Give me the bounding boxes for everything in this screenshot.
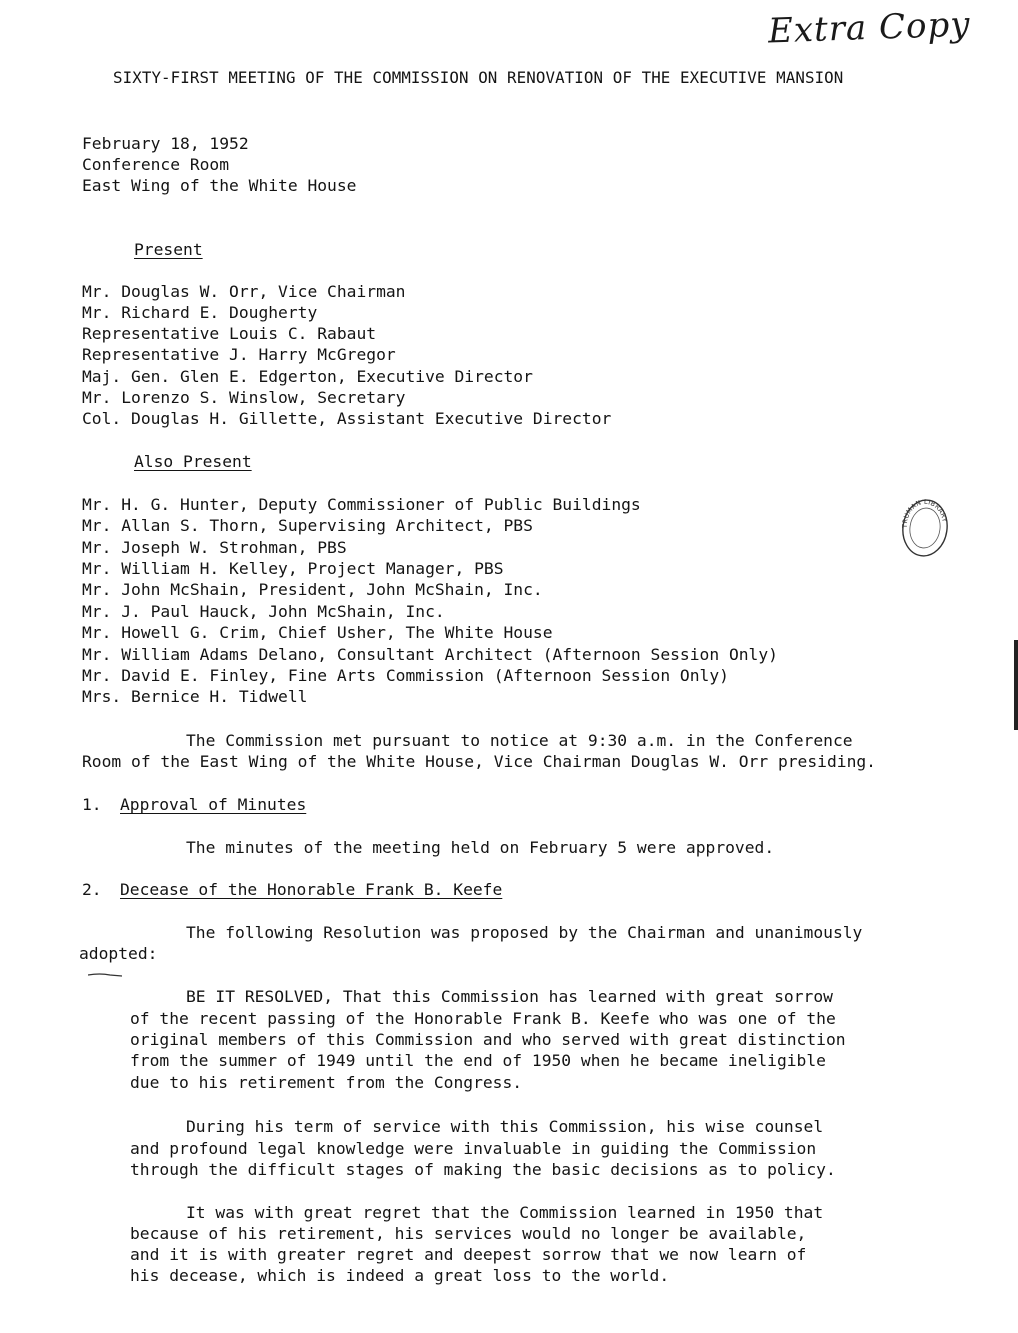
resolution-line: original members of this Commission and who served with great distinction [130, 1030, 846, 1049]
meeting-date: February 18, 1952 [82, 134, 249, 153]
guest: Mr. H. G. Hunter, Deputy Commissioner of Public Buildings [82, 495, 641, 514]
resolution-line: his decease, which is indeed a great loss to the world. [130, 1266, 670, 1285]
scan-edge-mark [1014, 640, 1018, 730]
guest: Mr. William H. Kelley, Project Manager, PBS [82, 559, 504, 578]
also-present-heading: Also Present [134, 452, 252, 471]
guest: Mr. William Adams Delano, Consultant Architect (Afternoon Session Only) [82, 645, 778, 664]
resolution-line: and profound legal knowledge were invaluable in guiding the Commission [130, 1139, 817, 1158]
document-title: SIXTY-FIRST MEETING OF THE COMMISSION ON RENOVATION OF THE EXECUTIVE MANSION [113, 68, 844, 87]
handwritten-annotation: Extra Copy [767, 4, 972, 52]
guest: Mrs. Bernice H. Tidwell [82, 687, 308, 706]
resolution-line: through the difficult stages of making the basic decisions as to policy. [130, 1160, 836, 1179]
guest: Mr. John McShain, President, John McShain, Inc. [82, 580, 543, 599]
resolution-line: BE IT RESOLVED, That this Commission has learned with great sorrow [186, 987, 833, 1006]
resolution-line: because of his retirement, his services would no longer be available, [130, 1224, 807, 1243]
resolution-line: of the recent passing of the Honorable Frank B. Keefe who was one of the [130, 1009, 836, 1028]
section-text: The following Resolution was proposed by the Chairman and unanimously [186, 923, 863, 942]
library-stamp-icon [897, 494, 949, 564]
section-heading: Approval of Minutes [120, 795, 307, 814]
present-heading: Present [134, 240, 203, 259]
attendee: Maj. Gen. Glen E. Edgerton, Executive Director [82, 367, 533, 386]
resolution-line: It was with great regret that the Commission learned in 1950 that [186, 1203, 824, 1222]
resolution-line: due to his retirement from the Congress. [130, 1073, 523, 1092]
meeting-location: East Wing of the White House [82, 176, 357, 195]
intro-line: The Commission met pursuant to notice at 9:30 a.m. in the Conference [186, 731, 853, 750]
resolution-line: from the summer of 1949 until the end of 1950 when he became ineligible [130, 1051, 826, 1070]
section-text: adopted: [79, 944, 158, 963]
attendee: Mr. Lorenzo S. Winslow, Secretary [82, 388, 406, 407]
attendee: Representative J. Harry McGregor [82, 345, 396, 364]
guest: Mr. Joseph W. Strohman, PBS [82, 538, 347, 557]
guest: Mr. Howell G. Crim, Chief Usher, The White House [82, 623, 553, 642]
guest: Mr. J. Paul Hauck, John McShain, Inc. [82, 602, 445, 621]
attendee: Mr. Richard E. Dougherty [82, 303, 318, 322]
guest: Mr. Allan S. Thorn, Supervising Architect, PBS [82, 516, 533, 535]
guest: Mr. David E. Finley, Fine Arts Commission (Afternoon Session Only) [82, 666, 729, 685]
attendee: Col. Douglas H. Gillette, Assistant Executive Director [82, 409, 612, 428]
svg-text:TRUMAN LIBRARY [901, 498, 949, 529]
meeting-room: Conference Room [82, 155, 230, 174]
section-number: 1. [82, 795, 102, 814]
stamp-text: TRUMAN LIBRARY [900, 497, 949, 529]
attendee: Representative Louis C. Rabaut [82, 324, 377, 343]
section-heading: Decease of the Honorable Frank B. Keefe [120, 880, 503, 899]
resolution-line: During his term of service with this Commission, his wise counsel [186, 1117, 824, 1136]
pen-mark [88, 972, 122, 978]
intro-line: Room of the East Wing of the White House, Vice Chairman Douglas W. Orr presiding. [82, 752, 876, 771]
section-number: 2. [82, 880, 102, 899]
attendee: Mr. Douglas W. Orr, Vice Chairman [82, 282, 406, 301]
section-text: The minutes of the meeting held on February 5 were approved. [186, 838, 775, 857]
resolution-line: and it is with greater regret and deepest sorrow that we now learn of [130, 1245, 807, 1264]
